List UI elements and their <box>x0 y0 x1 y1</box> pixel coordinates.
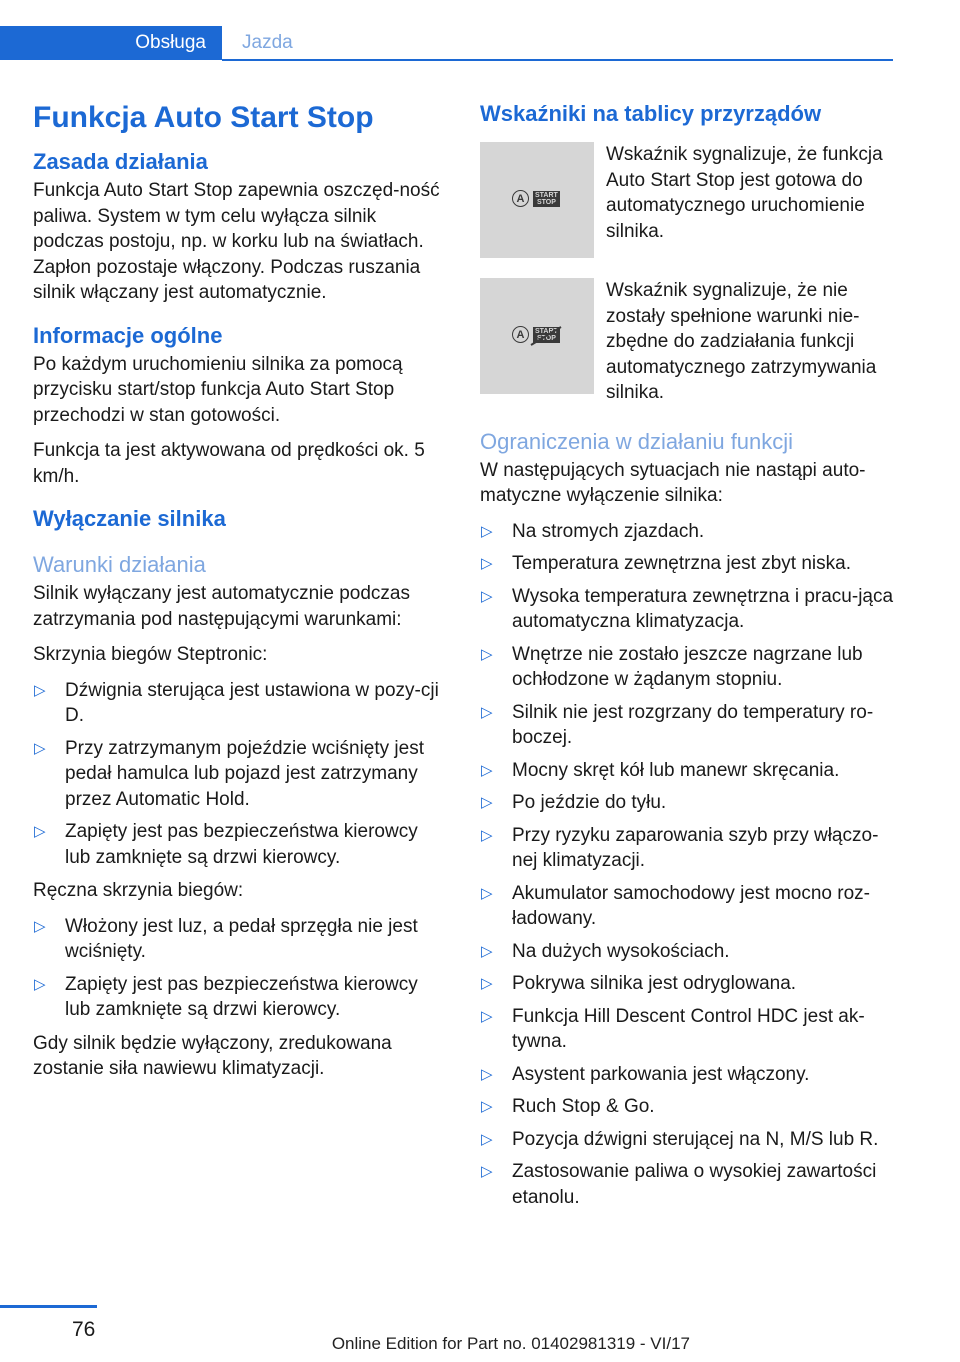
paragraph-warunki-1: Silnik wyłączany jest automatycznie podczas zatrzymania pod następującymi warunkami: <box>33 583 411 630</box>
list-item: ▷ Zapięty jest pas bezpieczeństwa kierowcy lub zamknięte są drzwi kierowcy. <box>34 973 418 1020</box>
indicator-row-not-ready <box>480 278 894 406</box>
list-item: ▷ Wnętrze nie zostało jeszcze nagrzane lub ochłodzone w żądanym stopniu. <box>481 643 863 690</box>
tab-divider <box>222 59 893 61</box>
triangle-bullet-icon: ▷ <box>481 703 493 721</box>
list-item: ▷ Pozycja dźwigni sterującej na N, M/S lub R. <box>480 1127 894 1153</box>
triangle-bullet-icon: ▷ <box>34 823 46 840</box>
list-item: ▷ Włożony jest luz, a pedał sprzęgła nie jest wciśnięty. <box>34 915 418 962</box>
list-reczna <box>33 914 445 1023</box>
list-steptronic <box>33 678 445 871</box>
list-item: ▷ Na stromych zjazdach. <box>480 519 894 545</box>
triangle-bullet-icon: ▷ <box>481 522 493 540</box>
paragraph-zasada: Funkcja Auto Start Stop zapewnia oszczęd‐ność paliwa. System w tym celu wyłącza silnik podczas postoju, np. w korku lub na światłach. Zapłon pozostaje włączony. Podczas ruszania silnik włączany jest automatycznie. <box>33 180 440 303</box>
auto-start-stop-crossed-icon: A START STOP <box>512 326 560 343</box>
list-item: ▷ Akumulator samochodowy jest mocno roz‐ładowany. <box>481 882 870 929</box>
paragraph-nawiew: Gdy silnik będzie wyłączony, zredukowana zostanie siła nawiewu klimatyzacji. <box>33 1032 392 1079</box>
triangle-bullet-icon: ▷ <box>481 1130 493 1148</box>
list-item: ▷ Pokrywa silnika jest odryglowana. <box>480 971 894 997</box>
page-title: Funkcja Auto Start Stop <box>33 101 374 134</box>
list-item: ▷ Po jeździe do tyłu. <box>480 790 894 816</box>
triangle-bullet-icon: ▷ <box>34 739 46 757</box>
right-column <box>480 98 894 1218</box>
list-item: ▷ Dźwignia sterująca jest ustawiona w pozy‐cji D. <box>34 679 439 726</box>
tab-obsluga[interactable]: Obsługa <box>0 26 222 60</box>
section-heading-informacje: Informacje ogólne <box>33 322 223 348</box>
triangle-bullet-icon: ▷ <box>481 587 493 605</box>
triangle-bullet-icon: ▷ <box>481 884 493 902</box>
triangle-bullet-icon: ▷ <box>481 1098 493 1115</box>
paragraph-reczna: Ręczna skrzynia biegów: <box>33 880 244 901</box>
section-heading-wskazniki: Wskaźniki na tablicy przyrządów <box>480 101 822 126</box>
list-item: ▷ Zastosowanie paliwa o wysokiej zawartości etanolu. <box>481 1161 877 1208</box>
indicator-image-ready <box>480 142 594 258</box>
indicator-desc-ready: Wskaźnik sygnalizuje, że funkcja Auto Start Stop jest gotowa do automatycznego uruchomienie silnika. <box>606 144 883 242</box>
triangle-bullet-icon: ▷ <box>481 826 493 844</box>
paragraph-steptronic: Skrzynia biegów Steptronic: <box>33 644 268 665</box>
triangle-bullet-icon: ▷ <box>481 645 493 663</box>
list-item: ▷ Funkcja Hill Descent Control HDC jest ak‐tywna. <box>481 1005 865 1052</box>
triangle-bullet-icon: ▷ <box>481 555 493 572</box>
triangle-bullet-icon: ▷ <box>481 1065 493 1083</box>
indicator-image-not-ready <box>480 278 594 394</box>
edition-note: Online Edition for Part no. 01402981319 - VI/17 <box>331 1334 690 1353</box>
section-heading-wylaczanie: Wyłączanie silnika <box>33 506 226 531</box>
list-item: ▷ Silnik nie jest rozgrzany do temperatury ro‐boczej. <box>481 701 874 748</box>
list-ograniczenia <box>480 519 894 1211</box>
left-column <box>33 98 445 1092</box>
triangle-bullet-icon: ▷ <box>481 794 493 811</box>
list-item: ▷ Mocny skręt kół lub manewr skręcania. <box>480 758 894 784</box>
tab-jazda[interactable]: Jazda <box>242 32 293 53</box>
chapter-tabs <box>0 26 893 60</box>
triangle-bullet-icon: ▷ <box>481 1007 493 1025</box>
triangle-bullet-icon: ▷ <box>34 681 46 699</box>
list-item: ▷ Na dużych wysokościach. <box>480 939 894 965</box>
paragraph-ograniczenia: W następujących sytuacjach nie nastąpi auto‐matyczne wyłączenie silnika: <box>480 459 866 506</box>
list-item: ▷ Przy ryzyku zaparowania szyb przy włączo‐nej klimatyzacji. <box>481 824 879 871</box>
triangle-bullet-icon: ▷ <box>481 975 493 992</box>
indicator-desc-not-ready: Wskaźnik sygnalizuje, że nie zostały spełnione warunki nie‐zbędne do zadziałania funkcji automatycznego zatrzymywania silnika. <box>606 280 877 403</box>
list-item: ▷ Temperatura zewnętrzna jest zbyt niska. <box>480 551 894 577</box>
subsection-heading-warunki: Warunki działania <box>33 552 206 577</box>
auto-start-stop-icon: A START STOP <box>512 190 560 207</box>
triangle-bullet-icon: ▷ <box>481 1163 493 1180</box>
indicator-row-ready <box>480 142 894 258</box>
page-number: 76 <box>72 1318 96 1341</box>
paragraph-informacje-1: Po każdym uruchomieniu silnika za pomocą przycisku start/stop funkcja Auto Start Stop przechodzi w stan gotowości. <box>33 353 403 426</box>
triangle-bullet-icon: ▷ <box>34 917 46 935</box>
paragraph-informacje-2: Funkcja ta jest aktywowana od prędkości ok. 5 km/h. <box>33 440 425 487</box>
triangle-bullet-icon: ▷ <box>481 761 493 779</box>
list-item: ▷ Przy zatrzymanym pojeździe wciśnięty jest pedał hamulca lub pojazd jest zatrzymany przez Automatic Hold. <box>34 737 424 810</box>
list-item: ▷ Asystent parkowania jest włączony. <box>480 1062 894 1088</box>
subsection-heading-ograniczenia: Ograniczenia w działaniu funkcji <box>480 428 794 454</box>
list-item: ▷ Ruch Stop & Go. <box>480 1094 894 1120</box>
triangle-bullet-icon: ▷ <box>34 975 46 993</box>
list-item: ▷ Wysoka temperatura zewnętrzna i pracu‐jąca automatyczna klimatyzacja. <box>481 585 894 632</box>
footer-rule <box>0 1305 97 1308</box>
triangle-bullet-icon: ▷ <box>481 942 493 960</box>
list-item: ▷ Zapięty jest pas bezpieczeństwa kierowcy lub zamknięte są drzwi kierowcy. <box>34 821 418 868</box>
section-heading-zasada: Zasada działania <box>33 149 208 174</box>
